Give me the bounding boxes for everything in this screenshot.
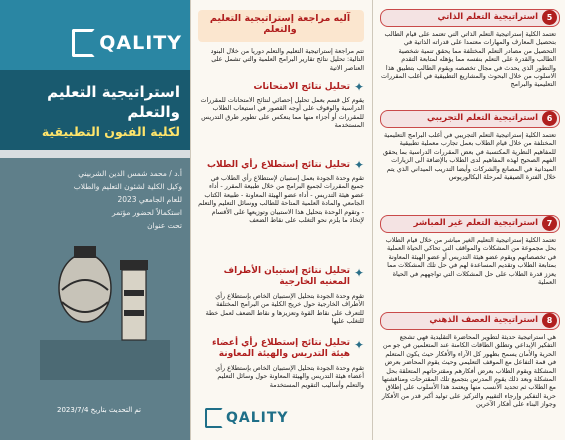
section-6-tag	[380, 110, 558, 126]
middle-section-1-heading: تحليل نتائج الامتحانات	[253, 82, 350, 92]
star-bullet-icon: ✦	[353, 80, 365, 94]
middle-logo-text: QALITY	[226, 410, 289, 426]
middle-intro: تتم مراجعة إستراتيجية التعليم والتعلم دوريا من خلال البنود التالية: تحليل نتائج تقارير البرامج العلمية والتي تشمل على العناصر الاتية	[210, 47, 364, 72]
cover-line-2: وكيل الكلية لشئون التعليم والطلاب	[73, 182, 182, 191]
section-8-number: 8	[542, 313, 557, 328]
cover-logo	[72, 26, 182, 60]
section-7-tag	[380, 215, 558, 231]
quality-logo-icon	[72, 29, 95, 57]
section-8-heading: استراتيجية العصف الذهني	[429, 315, 538, 325]
section-6-text: تعتمد الكلية إستراتيجية التعلم التجريبي في أغلب البرامج التعليمية المختلفة من خلال قيام الطلاب بعمل تجارب معملية تطبيقية للمفاهيم النظرية المكتسبة في بعض المقررات الدراسية بما يحقق الفهم الصحيح لهذه المفاهيم لدى الطلاب بالإضافة الى الزيارات الميدانية في المصانع والشركات وأيضا التدريب الميداني الذي يتم خلال الفترة الصيفية لمرحلة البكالوريوس	[383, 131, 556, 182]
star-bullet-icon: ✦	[353, 266, 365, 280]
quality-logo-icon	[205, 408, 223, 428]
section-5-text: تعتمد الكلية إستراتيجية التعلم الذاتي التي تعتمد على قيام الطالب بتحصيل المعارف والمهارات معتمدا على قدراته الذاتية في التحصيل من مصادر التعلم المختلفة مما يحقق تنمية شخصية الطالب والقدرة على التعلم بنفسه مما يؤهله لمتابعة التقدم والتطور الذي يحدث في مجال تخصصه ويقوم الطالب بتطبيق هذا الاسلوب من خلال البحوث والمشاريع التطبيقية في أغلب المقررات التعليمية والبرامج	[381, 30, 556, 89]
cover-line-1: أ.د / محمد شمس الدين الشربيني	[78, 169, 182, 178]
middle-logo	[205, 408, 289, 428]
section-5-number: 5	[542, 10, 557, 25]
vase-illustration	[40, 230, 170, 380]
cover-line-4: استكمالاً لحضور مؤتمر	[111, 208, 182, 217]
middle-section-2-heading: تحليل نتائج إستطلاع رأي الطلاب	[206, 160, 350, 170]
section-6-heading: استراتيجية التعلم التجريبي	[426, 113, 538, 123]
middle-title: آليه مراجعة إستراتيجية التعليم والتعلم	[209, 13, 351, 35]
section-7-text: تعتمد الكلية إستراتيجية التعليم الغير مباشر من خلال قيام الطلاب بحل مجموعة من المشكلات والمواقف التي تحاكي الحياة العملية في تخصصاتهم ويقوم عضو هيئة التدريس أو عضو الهيئة المعاونة بمتابعة الطلاب وتقديم المساعدة لهم في حل تلك المشكلات مما يعزز قدرة الطلاب على حل المشكلات التي تواجههم في الحياة العملية	[385, 236, 556, 287]
section-7-number: 7	[542, 216, 557, 231]
section-6-number: 6	[542, 111, 557, 126]
section-8-text: هي استراتيجية حديثة لتطوير المحاضرة التقليدية فهي تشجع التفكير الإبداعي وتطلق الطاقات الكامنة عند المتعلمين في جو من الحرية والأمان يسمح بظهور كل الآراء والأفكار حيث يكون المتعلم في قمة التفاعل مع الموقف التعليمي وحيث يقوم المحاضر بعرض المشكلة ويقوم الطلاب بعرض أفكارهم ومقترحاتهم المتعلقة بحل المشكلة وبعد ذلك يقوم المدرس بتجميع تلك المقترحات ومناقشتها مع الطلاب ثم تحديد الأنسب منها ويعتمد هذا الأسلوب على إطلاق حرية التفكير وإرجاء التقييم والتركيز على توليد أكبر قدر من الأفكار وجواز البناء على أفكار الآخرين	[381, 333, 556, 409]
middle-section-3-text: تقوم وحدة الجودة بتحليل الإستبيان الخاص بإستطلاع رأي الأطراف الخارجية حول خريج الكلية من البرامج المختلفة للتعرف على نقاط القوة وتعزيزها و نقاط الضعف لعمل خطة للتغلب عليها	[205, 292, 364, 326]
cover-title: استراتيجية التعليم والتعلم	[47, 83, 180, 121]
middle-section-2-text: تقوم وحدة الجودة بعمل إستبيان لإستطلاع رأي الطلاب في جميع المقررات لجميع البرامج من خلال طبيعة المقرر - أداء عضو هيئة التدريس - أداء عضو الهيئة المعاونة - طبيعة الكتاب الجامعي والمادة العلمية المتاحة للطالب ووسائل التعليم والتعلم - وتقوم الوحدة بتحليل هذا الاستبيان وتوزيعها على الأقسام لإتخاذ ما يلزم نحو التغلب على نقاط الضعف	[198, 174, 364, 225]
cover-subtitle: لكلية الفنون التطبيقية	[41, 124, 180, 139]
cover-panel	[0, 0, 190, 440]
cover-line-3: للعام الجامعي 2023	[117, 195, 182, 204]
star-bullet-icon: ✦	[353, 338, 365, 352]
section-8-tag	[380, 312, 558, 328]
cover-logo-text: QALITY	[99, 32, 182, 54]
star-bullet-icon: ✦	[353, 158, 365, 172]
cover-divider	[0, 150, 190, 158]
section-5-heading: استراتيجية التعلم الذاتي	[437, 12, 538, 22]
section-5-tag	[380, 9, 558, 25]
middle-section-4-heading: تحليل نتائج إستطلاع رأي أعضاء هيئة التدريس والهيئة المعاونة	[211, 338, 350, 359]
section-7-heading: استراتيجية التعلم غير المباشر	[413, 218, 538, 228]
cover-update-date: 2023/7/4 تم التحديث بتاريخ	[57, 406, 141, 414]
middle-section-3-heading: تحليل نتائج إستبيان الأطراف المعنيه الخارجية	[223, 266, 350, 287]
middle-section-1-text: يقوم كل قسم بعمل تحليل إحصائي لنتائج الامتحانات للمقررات الدراسية والوقوف على أوجه القصور في استيعاب الطلاب للمقررات أو أجزاء منها مما ينعكس على تطوير طرق التدريس المستخدمة	[200, 96, 364, 130]
cover-line-5: تحت عنوان	[147, 221, 182, 230]
middle-section-4-text: تقوم وحدة الجودة بتحليل الإستبيان الخاص بإستطلاع رأي أعضاء هيئة التدريس والهيئة المعاونة حول وسائل التعليم والتعلم وأساليب التقويم المستخدمة	[215, 364, 364, 389]
